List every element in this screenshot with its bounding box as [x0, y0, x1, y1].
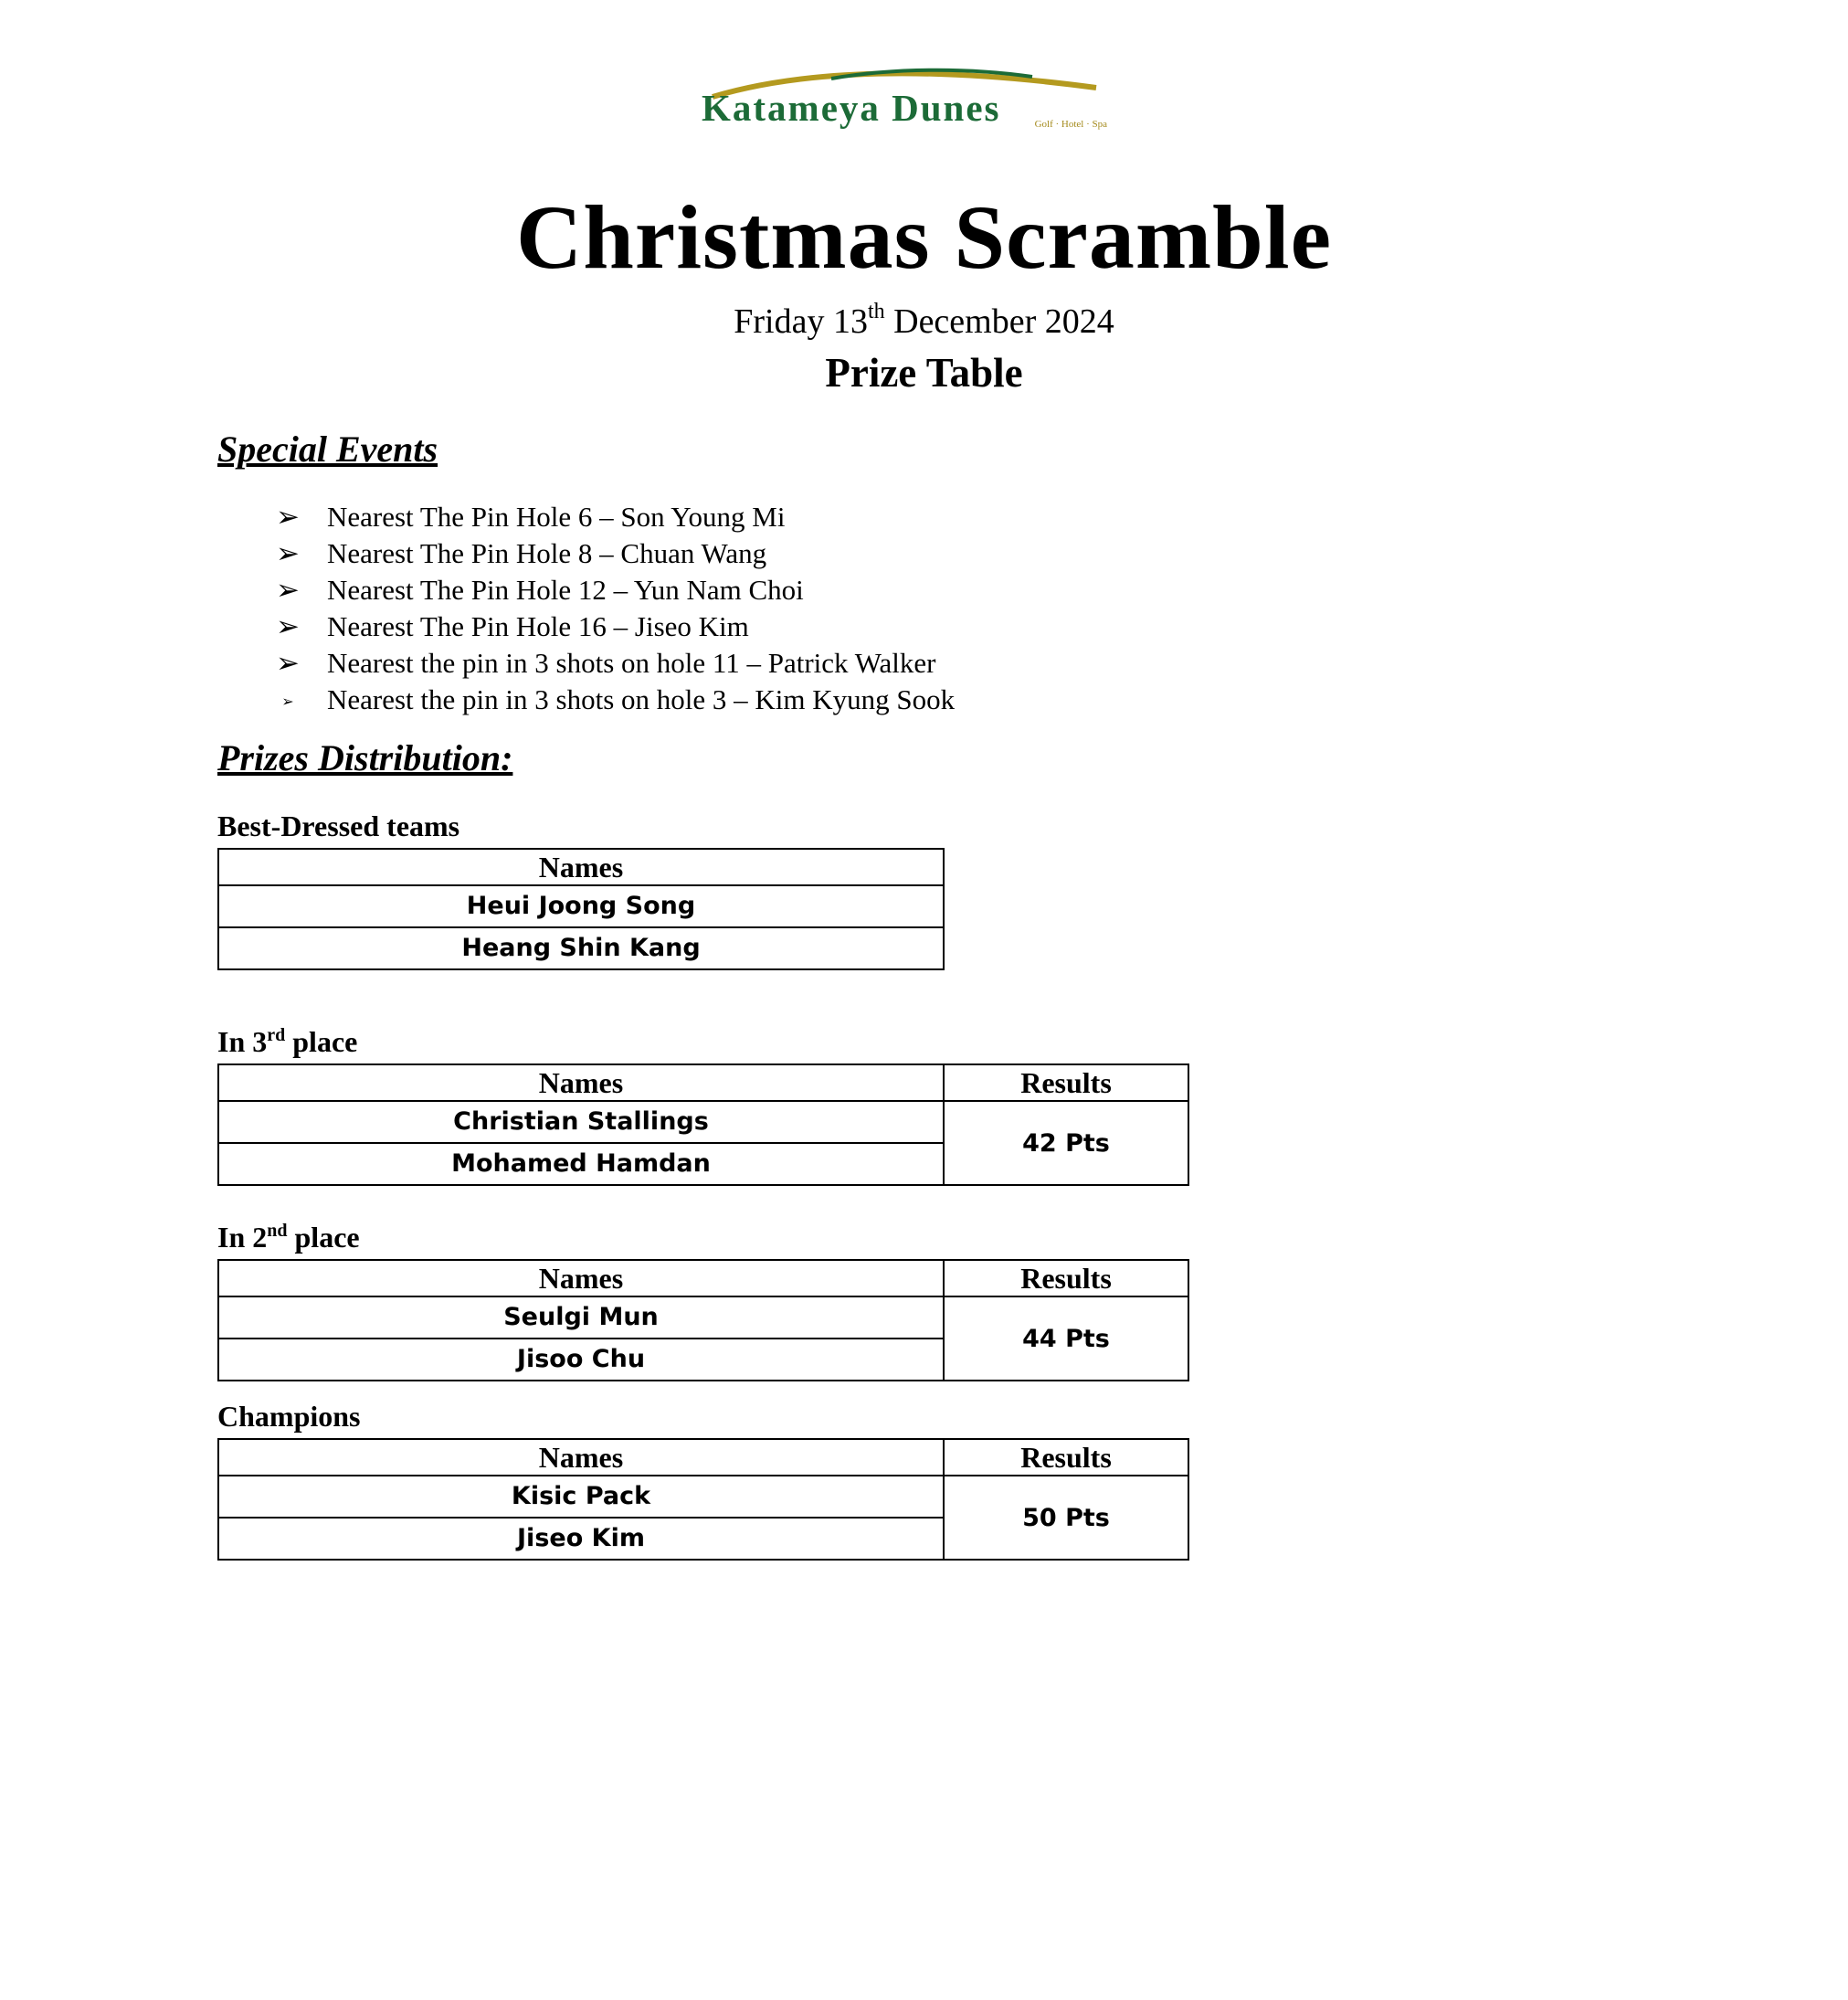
table-header-row — [218, 1439, 1188, 1476]
event-text: Nearest The Pin Hole 8 – Chuan Wang — [327, 537, 767, 569]
names-header: Names — [218, 849, 944, 885]
label-prefix: In 2 — [217, 1221, 268, 1254]
prizes-distribution-heading: Prizes Distribution: — [217, 737, 513, 778]
name-cell: Jiseo Kim — [218, 1518, 944, 1560]
date-suffix: th — [867, 300, 885, 323]
champions-label: Champions — [217, 1400, 361, 1433]
label-suffix: place — [287, 1221, 360, 1254]
third-place-label — [217, 1023, 357, 1060]
event-text: Nearest the pin in 3 shots on hole 3 – Kim Kyung Sook — [327, 683, 956, 715]
table-row — [218, 927, 944, 969]
logo-name: Katameya Dunes — [702, 87, 1001, 129]
third-place-table — [217, 1063, 1189, 1186]
event-text: Nearest The Pin Hole 6 – Son Young Mi — [327, 501, 786, 533]
table-header-row — [218, 1260, 1188, 1296]
table-row — [218, 1476, 1188, 1518]
best-dressed-table — [217, 848, 945, 970]
name-cell: Seulgi Mun — [218, 1296, 944, 1339]
results-header: Results — [944, 1439, 1188, 1476]
date-rest: December 2024 — [884, 302, 1114, 341]
names-header: Names — [218, 1064, 944, 1101]
event-text: Nearest the pin in 3 shots on hole 11 – Patrick Walker — [327, 647, 936, 679]
label-suffix: place — [285, 1025, 358, 1058]
names-header: Names — [218, 1260, 944, 1296]
name-cell: Jisoo Chu — [218, 1339, 944, 1381]
page-title: Christmas Scramble — [516, 186, 1332, 288]
results-header: Results — [944, 1064, 1188, 1101]
champions-table — [217, 1438, 1189, 1561]
results-header: Results — [944, 1260, 1188, 1296]
name-cell: Christian Stallings — [218, 1101, 944, 1143]
name-cell: Heui Joong Song — [218, 885, 944, 927]
second-place-table — [217, 1259, 1189, 1381]
best-dressed-label: Best-Dressed teams — [217, 810, 460, 842]
special-events-heading: Special Events — [217, 429, 438, 470]
names-header: Names — [218, 1439, 944, 1476]
name-cell: Kisic Pack — [218, 1476, 944, 1518]
arrow-bullet-icon: ➢ — [276, 647, 300, 679]
table-header-row — [218, 1064, 1188, 1101]
event-text: Nearest The Pin Hole 16 – Jiseo Kim — [327, 610, 749, 642]
event-text: Nearest The Pin Hole 12 – Yun Nam Choi — [327, 574, 804, 606]
table-row — [218, 1101, 1188, 1143]
arrow-bullet-icon: ➢ — [281, 694, 294, 710]
name-cell: Mohamed Hamdan — [218, 1143, 944, 1185]
date-prefix: Friday 13 — [734, 302, 868, 341]
name-cell: Heang Shin Kang — [218, 927, 944, 969]
result-cell: 44 Pts — [944, 1296, 1188, 1381]
result-cell: 50 Pts — [944, 1476, 1188, 1560]
arrow-bullet-icon: ➢ — [276, 537, 300, 569]
arrow-bullet-icon: ➢ — [276, 610, 300, 642]
result-cell: 42 Pts — [944, 1101, 1188, 1185]
second-place-label — [217, 1219, 360, 1255]
label-sup: rd — [267, 1025, 286, 1045]
table-row — [218, 885, 944, 927]
label-prefix: In 3 — [217, 1025, 268, 1058]
logo-tagline: Golf · Hotel · Spa — [1034, 119, 1107, 130]
label-sup: nd — [267, 1221, 288, 1241]
logo — [694, 66, 1114, 132]
table-header-row — [218, 849, 944, 885]
arrow-bullet-icon: ➢ — [276, 574, 300, 606]
page-subtitle: Prize Table — [825, 350, 1023, 396]
table-row — [218, 1296, 1188, 1339]
event-date — [0, 300, 1848, 344]
arrow-bullet-icon: ➢ — [276, 501, 300, 533]
